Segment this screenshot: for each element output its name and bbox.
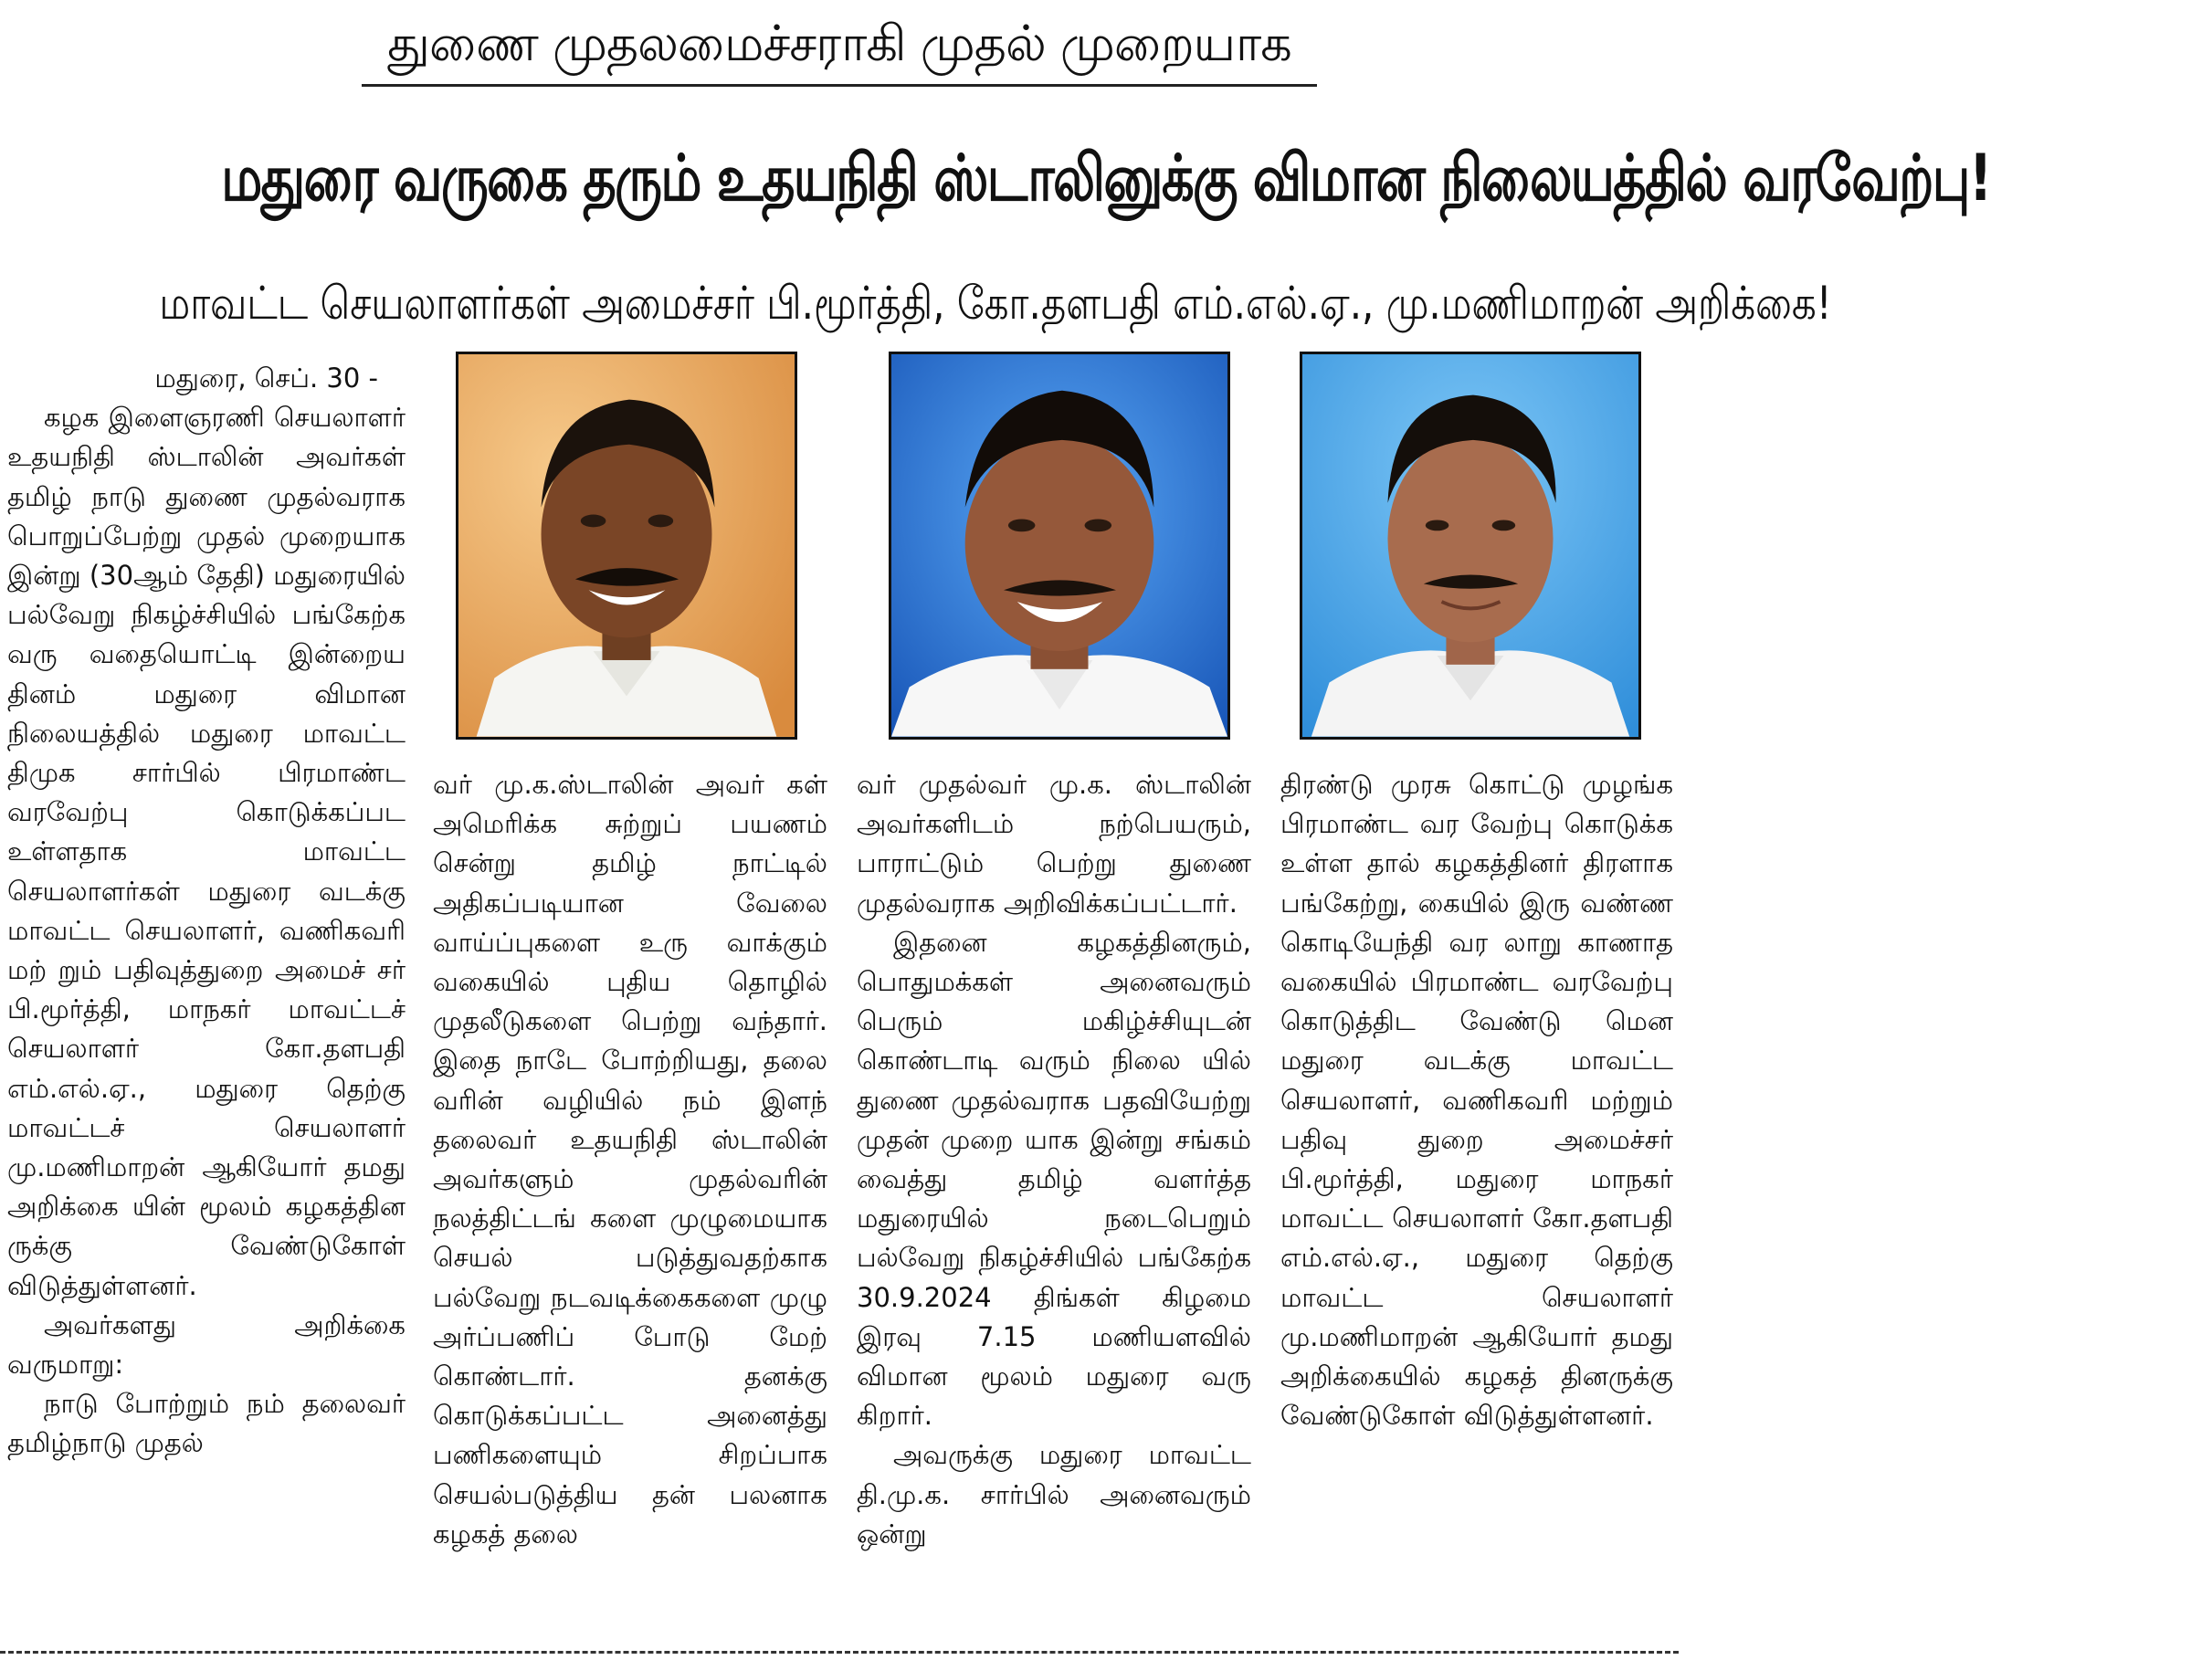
photo-3 xyxy=(1300,352,1641,740)
column-1-paragraph-2: அவர்களது அறிக்கை வருமாறு: xyxy=(7,1308,406,1381)
headline-text: மதுரை வருகை தரும் உதயநிதி ஸ்டாலினுக்கு விமான நிலையத்தில் வரவேற்பு! xyxy=(221,141,1991,215)
article-column-2 xyxy=(433,765,827,1646)
column-1-paragraph-3: நாடு போற்றும் நம் தலைவர் தமிழ்நாடு முதல் xyxy=(7,1388,406,1459)
column-2-paragraph-1: வர் மு.க.ஸ்டாலின் அவர் கள் அமெரிக்க சுற்றுப் பயணம் சென்று தமிழ் நாட்டில் அதிகப்படியான வேலை வாய்ப்புகளை உரு வாக்கும் வகையில் புதிய தொழில் முதலீடுகளை பெற்று வந்தார். இதை நாடே போற்றியது, தலை வரின் வழியில் நம் இளந் தலைவர் உதயநிதி ஸ்டாலின் அவர்களும் முதல்வரின் நலத்திட்டங் களை முழுமையாக செயல் படுத்துவதற்காக பல்வேறு நடவடிக்கைகளை முழு அர்ப்பணிப் போடு மேற் கொண்டார். தனக்கு கொடுக்கப்பட்ட அனைத்து பணிகளையும் சிறப்பாக செயல்படுத்திய தன் பலனாக கழகத் தலை xyxy=(433,769,827,1550)
article-column-4 xyxy=(1280,765,1673,1646)
portrait-photo-2 xyxy=(891,354,1227,737)
kicker-text: துணை முதலமைச்சராகி முதல் முறையாக xyxy=(362,7,1317,87)
bottom-dashed-rule xyxy=(0,1651,1679,1654)
column-4-paragraph-1: திரண்டு முரசு கொட்டு முழங்க பிரமாண்ட வர வேற்பு கொடுக்க உள்ள தால் கழகத்தினர் திரளாக பங்கேற்று, கையில் இரு வண்ண கொடியேந்தி வர லாறு காணாத வகையில் பிரமாண்ட வரவேற்பு கொடுத்திட வேண்டு மென மதுரை வடக்கு மாவட்ட செயலாளர், வணிகவரி மற்றும் பதிவு துறை அமைச்சர் பி.மூர்த்தி, மதுரை மாநகர் மாவட்ட செயலாளர் கோ.தளபதி எம்.எல்.ஏ., மதுரை தெற்கு மாவட்ட செயலாளர் மு.மணிமாறன் ஆகியோர் தமது அறிக்கையில் கழகத் தினருக்கு வேண்டுகோள் விடுத்துள்ளனர். xyxy=(1280,769,1673,1432)
article-column-3 xyxy=(857,765,1251,1646)
portrait-photo-1 xyxy=(458,354,795,737)
column-3-paragraph-1: வர் முதல்வர் மு.க. ஸ்டாலின் அவர்களிடம் நற்பெயரும், பாராட்டும் பெற்று துணை முதல்வராக அறிவிக்கப்பட்டார். xyxy=(857,769,1251,919)
article-column-1 xyxy=(7,359,406,1646)
dateline: மதுரை, செப். 30 - xyxy=(154,362,378,394)
column-3-paragraph-2: இதனை கழகத்தினரும், பொதுமக்கள் அனைவரும் பெரும் மகிழ்ச்சியுடன் கொண்டாடி வரும் நிலை யில் துணை முதல்வராக பதவியேற்று முதன் முறை யாக இன்று சங்கம் வைத்து தமிழ் வளர்த்த மதுரையில் நடைபெறும் பல்வேறு நிகழ்ச்சியில் பங்கேற்க 30.9.2024 திங்கள் கிழமை இரவு 7.15 மணியளவில் விமான மூலம் மதுரை வரு கிறார். xyxy=(857,926,1251,1432)
photo-1 xyxy=(456,352,797,740)
kicker-heading xyxy=(0,7,1679,95)
sub-headline xyxy=(0,267,1832,349)
subheadline-text: மாவட்ட செயலாளர்கள் அமைச்சர் பி.மூர்த்தி, கோ.தளபதி எம்.எல்.ஏ., மு.மணிமாறன் அறிக்கை! xyxy=(159,277,1832,330)
column-3-paragraph-3: அவருக்கு மதுரை மாவட்ட தி.மு.க. சார்பில் அனைவரும் ஒன்று xyxy=(857,1439,1251,1550)
column-1-paragraph-1: கழக இளைஞரணி செயலாளர் உதயநிதி ஸ்டாலின் அவர்கள் தமிழ் நாடு துணை முதல்வராக பொறுப்பேற்று முதல் முறையாக இன்று (30ஆம் தேதி) மதுரையில் பல்வேறு நிகழ்ச்சியில் பங்கேற்க வரு வதையொட்டி இன்றைய தினம் மதுரை விமான நிலையத்தில் மதுரை மாவட்ட திமுக சார்பில் பிரமாண்ட வரவேற்பு கொடுக்கப்பட உள்ளதாக மாவட்ட செயலாளர்கள் மதுரை வடக்கு மாவட்ட செயலாளர், வணிகவரி மற் றும் பதிவுத்துறை அமைச் சர் பி.மூர்த்தி, மாநகர் மாவட்டச் செயலாளர் கோ.தளபதி எம்.எல்.ஏ., மதுரை தெற்கு மாவட்டச் செயலாளர் மு.மணிமாறன் ஆகியோர் தமது அறிக்கை யின் மூலம் கழகத்தின ருக்கு வேண்டுகோள் விடுத்துள்ளனர். xyxy=(7,402,406,1301)
photo-2 xyxy=(889,352,1230,740)
main-headline xyxy=(0,119,1991,247)
portrait-photo-3 xyxy=(1302,354,1638,737)
